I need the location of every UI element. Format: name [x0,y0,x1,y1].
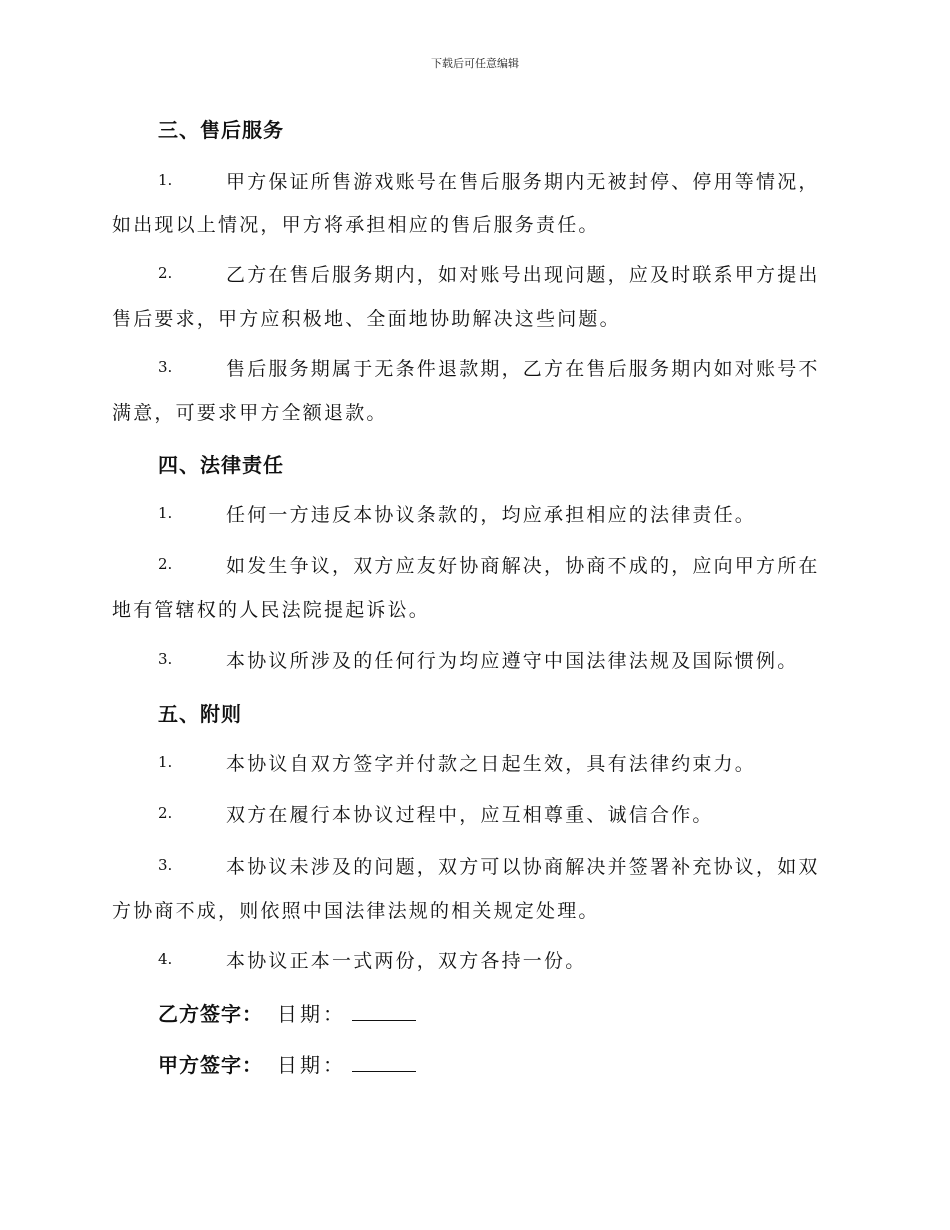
signature-row-party-b [158,998,416,1027]
item-number: 3. [158,650,173,668]
date-blank-line [352,1002,416,1021]
item-text-line: 售后要求，甲方应积极地、全面地协助解决这些问题。 [112,308,621,330]
page-header: 下载后可任意编辑 [431,57,519,70]
date-blank-line [352,1053,416,1072]
section-heading: 四、法律责任 [158,453,284,477]
item-text-line: 满意，可要求甲方全额退款。 [112,402,388,424]
item-text-line: 如出现以上情况，甲方将承担相应的售后服务责任。 [112,214,600,236]
item-text-line: 双方在履行本协议过程中，应互相尊重、诚信合作。 [226,804,714,826]
item-number: 1. [158,753,173,771]
item-number: 2. [158,264,173,282]
item-number: 2. [158,555,173,573]
item-text-line: 地有管辖权的人民法院提起诉讼。 [112,599,431,621]
item-text-line: 本协议自双方签字并付款之日起生效，具有法律约束力。 [226,753,757,775]
signature-label: 甲方签字： [158,1053,263,1077]
signature-label: 乙方签字： [158,1002,263,1026]
item-number: 1. [158,171,173,189]
item-text-line: 方协商不成，则依照中国法律法规的相关规定处理。 [112,900,600,922]
item-number: 3. [158,358,173,376]
item-number: 4. [158,950,173,968]
item-number: 1. [158,504,173,522]
section-heading: 三、售后服务 [158,118,284,142]
item-text-line: 本协议所涉及的任何行为均应遵守中国法律法规及国际惯例。 [226,650,799,672]
date-label: 日期： [277,1002,346,1026]
item-text-line: 乙方在售后服务期内，如对账号出现问题，应及时联系甲方提出 [226,264,820,286]
section-heading: 五、附则 [158,702,242,726]
item-text-line: 任何一方违反本协议条款的，均应承担相应的法律责任。 [226,504,757,526]
item-text-line: 本协议正本一式两份，双方各持一份。 [226,950,587,972]
item-number: 2. [158,804,173,822]
item-number: 3. [158,856,173,874]
item-text-line: 如发生争议，双方应友好协商解决，协商不成的，应向甲方所在 [226,555,820,577]
date-label: 日期： [277,1053,346,1077]
signature-row-party-a [158,1049,416,1078]
item-text-line: 甲方保证所售游戏账号在售后服务期内无被封停、停用等情况， [226,171,820,193]
item-text-line: 本协议未涉及的问题，双方可以协商解决并签署补充协议，如双 [226,856,820,878]
item-text-line: 售后服务期属于无条件退款期，乙方在售后服务期内如对账号不 [226,358,820,380]
